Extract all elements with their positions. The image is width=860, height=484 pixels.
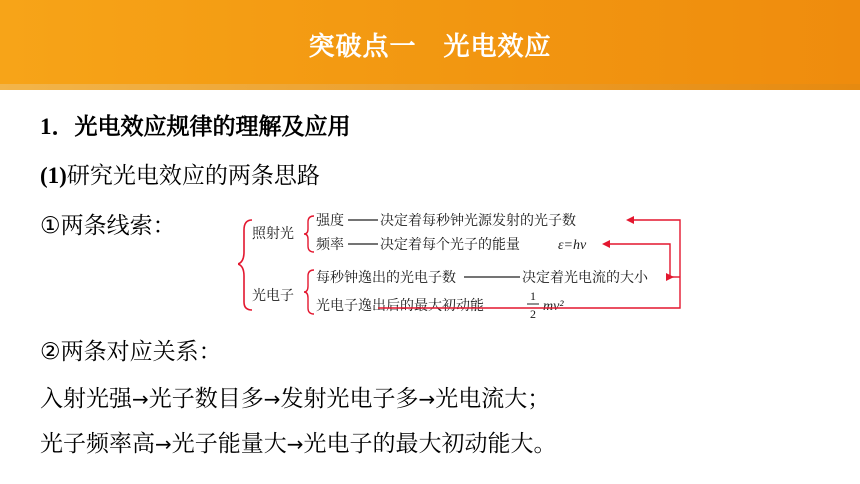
upper-brace bbox=[304, 216, 314, 252]
count-result: 决定着光电流的大小 bbox=[522, 270, 648, 286]
chain2-step2: 光子能量大 bbox=[171, 431, 287, 457]
header-banner bbox=[0, 0, 860, 90]
subheading-approaches bbox=[40, 157, 320, 190]
photon-energy-formula: ε=hν bbox=[558, 238, 587, 253]
frac-denominator: 2 bbox=[530, 307, 536, 321]
sub-index: (1) bbox=[40, 163, 67, 188]
item-two-relations: ②两条对应关系： bbox=[40, 339, 222, 365]
connector-arrows bbox=[378, 220, 680, 308]
chain2-step1: 光子频率高 bbox=[40, 431, 155, 457]
ke-formula: mv² bbox=[543, 299, 564, 314]
chain1-step1: 入射光强 bbox=[40, 386, 132, 412]
arrow: → bbox=[132, 387, 149, 411]
frac-numerator: 1 bbox=[530, 289, 536, 303]
chain1-step4: 光电流大； bbox=[435, 386, 551, 412]
intensity-desc: 决定着每秒钟光源发射的光子数 bbox=[380, 213, 576, 229]
relation-chain-intensity bbox=[40, 380, 550, 413]
count-desc: 每秒钟逸出的光电子数 bbox=[316, 270, 456, 286]
chain1-step3: 发射光电子多 bbox=[280, 386, 419, 412]
relation-chain-frequency bbox=[40, 425, 557, 458]
frequency-desc: 决定着每个光子的能量 bbox=[380, 237, 520, 253]
chain2-step3: 光电子的最大初动能大。 bbox=[303, 431, 557, 457]
arrow: → bbox=[418, 387, 436, 411]
chain1-step2: 光子数目多 bbox=[148, 386, 264, 412]
label-incident-light: 照射光 bbox=[252, 226, 294, 242]
lower-brace bbox=[304, 270, 314, 314]
label-intensity: 强度 bbox=[316, 213, 344, 229]
sub-text: 研究光电效应的两条思路 bbox=[66, 163, 320, 189]
section-number: 1． bbox=[40, 114, 75, 139]
left-brace bbox=[238, 220, 252, 310]
arrow: → bbox=[263, 387, 281, 411]
arrow: → bbox=[286, 432, 304, 456]
section-title: 光电效应规律的理解及应用 bbox=[74, 114, 351, 140]
page-title: 突破点一 光电效应 bbox=[308, 32, 552, 62]
section-heading bbox=[40, 108, 351, 141]
item-two-clues: ①两条线索： bbox=[40, 213, 176, 239]
label-frequency: 频率 bbox=[316, 237, 344, 253]
ke-desc: 光电子逸出后的最大初动能 bbox=[316, 298, 484, 314]
arrow: → bbox=[155, 432, 172, 456]
label-photoelectron: 光电子 bbox=[252, 288, 294, 304]
clues-diagram bbox=[238, 202, 688, 327]
